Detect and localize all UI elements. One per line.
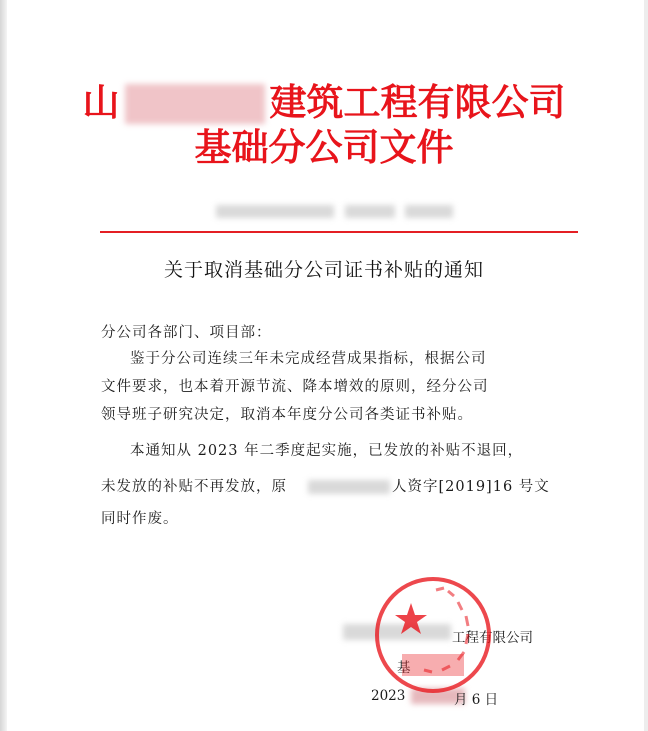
redacted-doc-number-1 xyxy=(216,205,334,218)
document-header-line1 xyxy=(0,80,648,126)
para1-line1: 鉴于分公司连续三年未完成经营成果指标，根据公司 xyxy=(130,351,487,367)
seal-star-icon xyxy=(395,603,427,634)
signature-date-prefix: 2023 xyxy=(371,688,406,704)
redacted-company-name xyxy=(125,84,265,124)
redacted-doc-reference xyxy=(308,480,390,494)
para2-line3: 同时作废。 xyxy=(101,511,179,527)
header-divider-rule xyxy=(100,231,578,233)
para1-line2: 文件要求，也本着开源节流、降本增效的原则，经分公司 xyxy=(101,379,489,395)
redacted-doc-number-2 xyxy=(345,205,395,218)
signature-date-suffix: 月 6 日 xyxy=(454,692,499,708)
notice-title: 关于取消基础分公司证书补贴的通知 xyxy=(163,259,484,281)
official-seal-stamp xyxy=(372,574,494,696)
para1-line3: 领导班子研究决定，取消本年度分公司各类证书补贴。 xyxy=(101,407,473,423)
seal-smudge xyxy=(402,654,464,676)
para2-line2-prefix: 未发放的补贴不再发放，原 xyxy=(101,479,287,495)
header-prefix: 山 xyxy=(82,81,120,124)
document-header-line2: 基础分公司文件 xyxy=(194,126,454,169)
para2-line1: 本通知从 2023 年二季度起实施，已发放的补贴不退回， xyxy=(130,443,524,459)
header-suffix: 建筑工程有限公司 xyxy=(269,81,566,124)
redacted-doc-number-3 xyxy=(405,205,453,218)
signature-branch: 基 xyxy=(397,660,411,676)
para2-line2-suffix: 人资字[2019]16 号文 xyxy=(392,479,550,495)
signature-org: 工程有限公司 xyxy=(452,630,533,646)
salutation: 分公司各部门、项目部： xyxy=(101,325,272,341)
